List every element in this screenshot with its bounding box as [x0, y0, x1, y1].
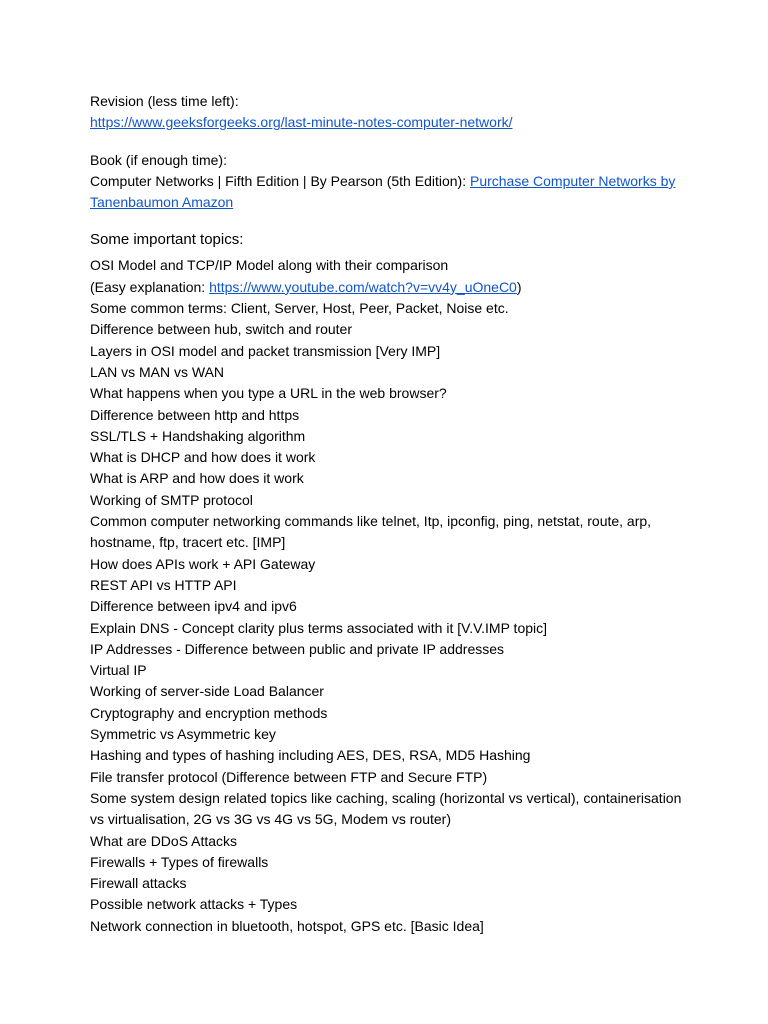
topic-item: Firewalls + Types of firewalls: [90, 853, 269, 870]
topic-item: What happens when you type a URL in the web browser?: [90, 385, 447, 402]
topic-item: What is DHCP and how does it work: [90, 449, 316, 466]
topic-item: Difference between http and https: [90, 406, 300, 423]
topic-item: Firewall attacks: [90, 875, 187, 892]
topic-item: Common computer networking commands like telnet, Itp, ipconfig, ping, netstat, route, arp, hostname, ftp, tracert etc. [IMP]: [90, 513, 652, 551]
topic-item: LAN vs MAN vs WAN: [90, 363, 225, 380]
topic-item: Possible network attacks + Types: [90, 896, 298, 913]
topic-item: OSI Model and TCP/IP Model along with their comparison: [90, 257, 449, 274]
topic-item: Network connection in bluetooth, hotspot, GPS etc. [Basic Idea]: [90, 917, 484, 934]
document-page: [90, 91, 690, 937]
topic-item: Working of SMTP protocol: [90, 491, 253, 508]
topic-item: Some common terms: Client, Server, Host, Peer, Packet, Noise etc.: [90, 300, 509, 317]
topic-item: IP Addresses - Difference between public and private IP addresses: [90, 640, 505, 657]
topic-item: Cryptography and encryption methods: [90, 704, 328, 721]
topic-item: How does APIs work + API Gateway: [90, 555, 316, 572]
topic-item: Difference between hub, switch and router: [90, 321, 353, 338]
topic-item: Some system design related topics like caching, scaling (horizontal vs vertical), containerisation vs virtualisation, 2G vs 3G vs 4G vs 5G, Modem vs router): [90, 789, 682, 828]
topic-item: Hashing and types of hashing including AES, DES, RSA, MD5 Hashing: [90, 747, 531, 764]
topics-list: [90, 255, 690, 937]
spacer: [90, 134, 690, 150]
book-purchase-link[interactable]: Purchase Computer Networks by Tanenbaumon Amazon: [90, 172, 676, 211]
topic-item: Virtual IP: [90, 662, 147, 679]
book-text: Computer Networks | Fifth Edition | By Pearson (5th Edition):: [90, 172, 470, 189]
topic-item: Explain DNS - Concept clarity plus terms associated with it [V.V.IMP topic]: [90, 619, 548, 636]
topic-item: What are DDoS Attacks: [90, 832, 238, 849]
topic-item: [90, 277, 690, 298]
revision-label: Revision (less time left):: [90, 93, 239, 109]
topic-item: File transfer protocol (Difference between FTP and Secure FTP): [90, 768, 488, 785]
topic-item-prefix: (Easy explanation:: [90, 278, 210, 295]
topic-item: Layers in OSI model and packet transmission [Very IMP]: [90, 342, 441, 359]
topic-item: SSL/TLS + Handshaking algorithm: [90, 427, 306, 444]
topic-item: REST API vs HTTP API: [90, 576, 237, 593]
youtube-link[interactable]: https://www.youtube.com/watch?v=vv4y_uOneC0: [209, 278, 517, 295]
topic-item-suffix: ): [516, 278, 522, 295]
topic-item: What is ARP and how does it work: [90, 470, 304, 487]
topic-item: Difference between ipv4 and ipv6: [90, 598, 297, 615]
book-line: [90, 171, 690, 214]
topic-item: Symmetric vs Asymmetric key: [90, 726, 276, 743]
spacer: [90, 213, 690, 229]
topic-item: Working of server-side Load Balancer: [90, 683, 324, 700]
book-label: Book (if enough time):: [90, 151, 227, 168]
revision-link[interactable]: https://www.geeksforgeeks.org/last-minute-notes-computer-network/: [90, 114, 513, 131]
topics-heading: Some important topics:: [90, 231, 244, 249]
